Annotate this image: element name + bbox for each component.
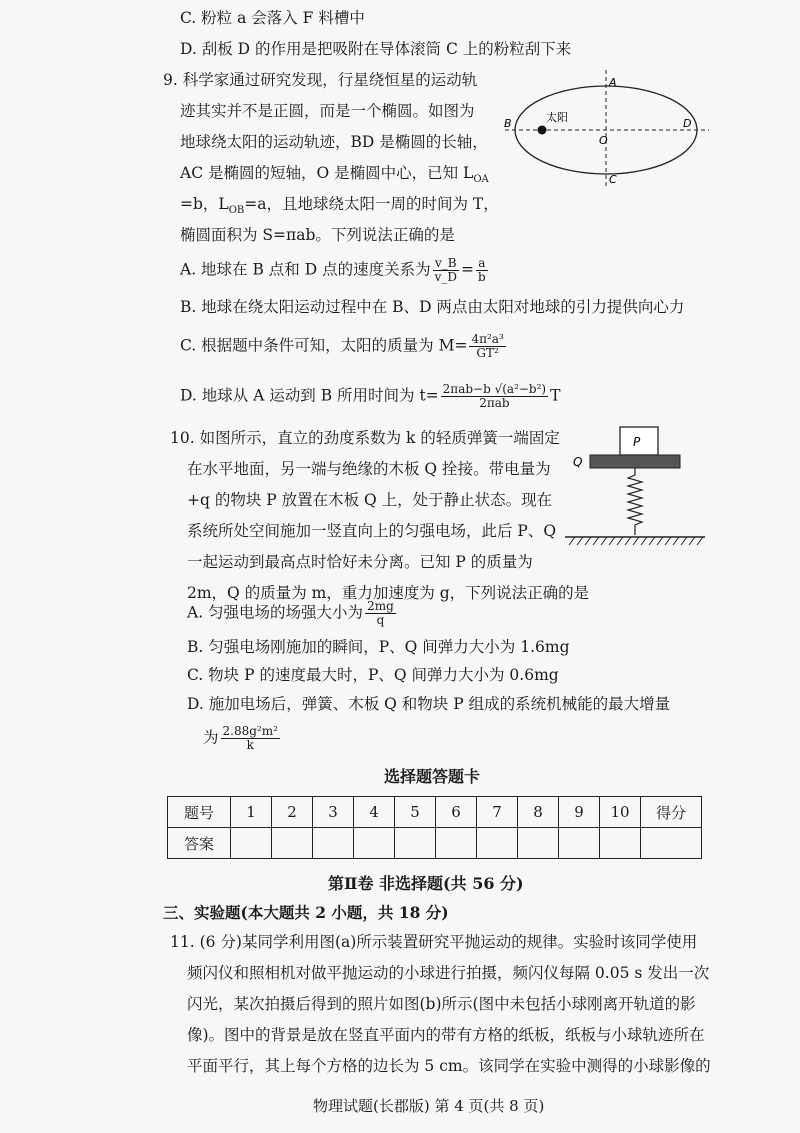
q10-line-6: 2m，Q 的质量为 m，重力加速度为 g，下列说法正确的是: [187, 584, 590, 602]
number-cell: 2: [272, 797, 313, 828]
q9-line-2: 迹其实并不是正圆，而是一个椭圆。如图为: [180, 102, 475, 120]
q10-line-1: 10. 如图所示，直立的劲度系数为 k 的轻质弹簧一端固定: [170, 429, 560, 447]
number-cell: 4: [354, 797, 395, 828]
q9-option-a: A. 地球在 B 点和 D 点的速度关系为 $\frac{v\_B}{v\_D}$ = $\frac{a}{b}$: [180, 256, 486, 284]
point-c-label: C: [609, 173, 617, 186]
part2-title: 第Ⅱ卷 非选择题(共 56 分): [328, 874, 524, 893]
q9-option-b: B. 地球在绕太阳运动过程中在 B、D 两点由太阳对地球的引力提供向心力: [180, 298, 685, 316]
point-a-label: A: [609, 76, 617, 89]
number-cell: 5: [395, 797, 436, 828]
answer-cell[interactable]: [518, 828, 559, 859]
answer-card-number-row: [168, 797, 702, 828]
q9-option-d: D. 地球从 A 运动到 B 所用时间为 t= $\frac{\text{2πab−b √(a²−b²)}}{\text{2πab}}$ T: [180, 382, 561, 410]
q9-line-3: 地球绕太阳的运动轨迹，BD 是椭圆的长轴，: [180, 133, 488, 151]
score-cell[interactable]: [641, 828, 702, 859]
page-footer: 物理试题(长郡版) 第 4 页(共 8 页): [313, 1097, 545, 1115]
number-cell: 9: [559, 797, 600, 828]
svg-text:P: P: [633, 435, 641, 449]
q8-option-d: D. 刮板 D 的作用是把吸附在导体滚筒 C 上的粉粒刮下来: [180, 40, 572, 58]
q9-line-4: AC 是椭圆的短轴，O 是椭圆中心，已知 $L_{OA}$: [180, 164, 489, 186]
q10-option-d-cont: 为 $\frac{\text{2.88g²m²}}{k}$: [203, 724, 278, 752]
answer-cell[interactable]: [395, 828, 436, 859]
answer-cell[interactable]: [354, 828, 395, 859]
q9-line-5: =b，$L_{OB}=a$，且地球绕太阳一周的时间为 T，: [180, 195, 499, 217]
q10-option-a: A. 匀强电场的场强大小为 $\frac{2mg}{q}$: [187, 599, 394, 627]
number-header: 题号: [168, 797, 231, 828]
q9-line-6: 椭圆面积为 S=πab。下列说法正确的是: [180, 226, 455, 244]
svg-text:Q: Q: [573, 455, 583, 469]
q11-line-5: 平面平行，其上每个方格的边长为 5 cm。该同学在实验中测得的小球影像的: [187, 1057, 711, 1075]
ground-hatch: [569, 537, 703, 545]
q10-line-3: +q 的物块 P 放置在木板 Q 上，处于静止状态。现在: [187, 491, 553, 509]
answer-cell[interactable]: [313, 828, 354, 859]
q11-line-3: 闪光，某次拍摄后得到的照片如图(b)所示(图中未包括小球刚离开轨道的影: [187, 995, 696, 1013]
answer-card-table: [167, 796, 702, 859]
q10-option-d: D. 施加电场后，弹簧、木板 Q 和物块 P 组成的系统机械能的最大增量: [187, 695, 671, 713]
number-cell: 8: [518, 797, 559, 828]
q10-line-5: 一起运动到最高点时恰好未分离。已知 P 的质量为: [187, 553, 533, 571]
number-cell: 7: [477, 797, 518, 828]
q11-line-2: 频闪仪和照相机对做平抛运动的小球进行拍摄，频闪仪每隔 0.05 s 发出一次: [187, 964, 710, 982]
q11-line-1: 11. (6 分)某同学利用图(a)所示装置研究平抛运动的规律。实验时该同学使用: [170, 933, 698, 951]
q9-option-c: C. 根据题中条件可知，太阳的质量为 M= $\frac{\text{4π²a³}}{\text{GT²}}$: [180, 332, 504, 360]
answer-card-title: 选择题答题卡: [384, 767, 481, 786]
answer-header: 答案: [168, 828, 231, 859]
q10-option-c: C. 物块 P 的速度最大时，P、Q 间弹力大小为 0.6mg: [187, 666, 559, 684]
number-cell: 3: [313, 797, 354, 828]
q10-option-b: B. 匀强电场刚施加的瞬间，P、Q 间弹力大小为 1.6mg: [187, 638, 570, 656]
number-cell: 1: [231, 797, 272, 828]
number-cell: 10: [600, 797, 641, 828]
spring: [628, 468, 642, 535]
score-header: 得分: [641, 797, 702, 828]
section3-heading: 三、实验题(本大题共 2 小题，共 18 分): [163, 903, 449, 922]
answer-cell[interactable]: [272, 828, 313, 859]
board-q: [590, 455, 680, 468]
answer-card-answer-row: [168, 828, 702, 859]
answer-cell[interactable]: [436, 828, 477, 859]
q11-line-4: 像)。图中的背景是放在竖直平面内的带有方格的纸板，纸板与小球轨迹所在: [187, 1026, 705, 1044]
answer-cell[interactable]: [477, 828, 518, 859]
spring-board-figure: [565, 425, 715, 550]
q10-line-2: 在水平地面，另一端与绝缘的木板 Q 拴接。带电量为: [187, 460, 551, 478]
q8-option-c: C. 粉粒 a 会落入 F 料槽中: [180, 9, 365, 27]
sun-dot: [538, 126, 547, 135]
answer-cell[interactable]: [231, 828, 272, 859]
point-d-label: D: [683, 117, 692, 130]
number-cell: 6: [436, 797, 477, 828]
ellipse-orbit-figure: [495, 68, 715, 188]
answer-cell[interactable]: [600, 828, 641, 859]
q10-line-4: 系统所处空间施加一竖直向上的匀强电场，此后 P、Q: [187, 522, 557, 540]
point-b-label: B: [504, 117, 512, 130]
q9-line-1: 9. 科学家通过研究发现，行星绕恒星的运动轨: [163, 71, 478, 89]
sun-label: 太阳: [546, 111, 568, 124]
center-o-label: O: [599, 134, 608, 147]
answer-cell[interactable]: [559, 828, 600, 859]
